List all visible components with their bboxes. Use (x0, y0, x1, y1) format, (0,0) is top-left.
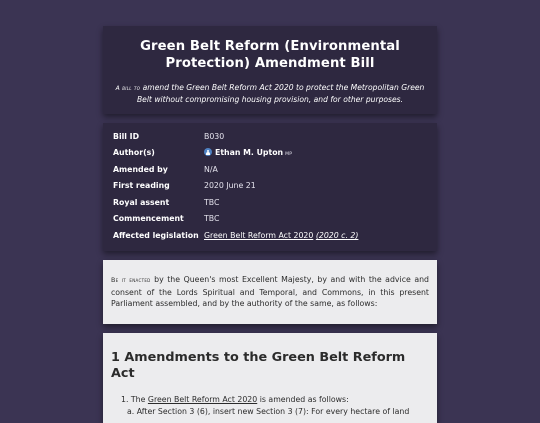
affected-legislation-link[interactable]: Green Belt Reform Act 2020 (204, 230, 314, 240)
bill-title-card (103, 26, 437, 114)
info-row-royal-assent (113, 194, 427, 211)
author-value (204, 148, 292, 157)
info-label: Royal assent (113, 197, 170, 207)
clause-1 (111, 394, 429, 406)
info-label: Amended by (113, 164, 168, 174)
commencement-value: TBC (204, 214, 220, 224)
affected-legislation-value (204, 231, 358, 240)
info-row-bill-id (113, 128, 427, 145)
bill-title: Green Belt Reform (Environmental Protection) Amendment Bill (140, 39, 400, 71)
author-name-link[interactable]: Ethan M. Upton (215, 148, 284, 158)
info-row-commencement (113, 211, 427, 228)
enacting-text: by the Queen's most Excellent Majesty, by and with the advice and consent of the Lords Spiritual and Temporal, and Commons, in this present Parliament assembled, and by the authority of the same, as follows: (111, 275, 429, 308)
clause-number: 1. The (121, 395, 146, 404)
info-label: Bill ID (113, 131, 140, 141)
info-label: Affected legislation (113, 230, 199, 240)
amended-by-value: N/A (204, 164, 218, 174)
author-suffix: MP (285, 152, 293, 158)
clause-act-link[interactable]: Green Belt Reform Act 2020 (147, 395, 258, 404)
enacting-prefix: Be it enacted (111, 277, 151, 284)
enacting-formula (103, 260, 437, 324)
info-label: Commencement (113, 214, 184, 224)
royal-assent-value: TBC (204, 197, 220, 207)
info-label: Author(s) (113, 148, 155, 158)
bill-info-table (103, 123, 437, 251)
section-1 (103, 333, 437, 423)
long-title-prefix: A bill to (115, 85, 141, 92)
section-heading: 1 Amendments to the Green Belt Reform Act (111, 350, 406, 381)
subclause-a: a. After Section 3 (6), insert new Section 3 (7): For every hectare of land (127, 407, 410, 416)
bill-id-value: B030 (204, 131, 225, 141)
bill-long-title (113, 82, 427, 105)
info-row-first-reading (113, 178, 427, 195)
info-row-authors (113, 145, 427, 162)
info-row-amended-by (113, 161, 427, 178)
affected-citation-link[interactable]: (2020 c. 2) (315, 230, 359, 240)
first-reading-value: 2020 June 21 (204, 181, 256, 191)
long-title-text: amend the Green Belt Reform Act 2020 to protect the Metropolitan Green Belt without compromising housing provision, and for other purposes. (136, 83, 425, 104)
user-icon (204, 148, 212, 156)
info-row-affected-legislation (113, 227, 427, 244)
info-label: First reading (113, 181, 170, 191)
clause-text: is amended as follows: (259, 395, 349, 404)
